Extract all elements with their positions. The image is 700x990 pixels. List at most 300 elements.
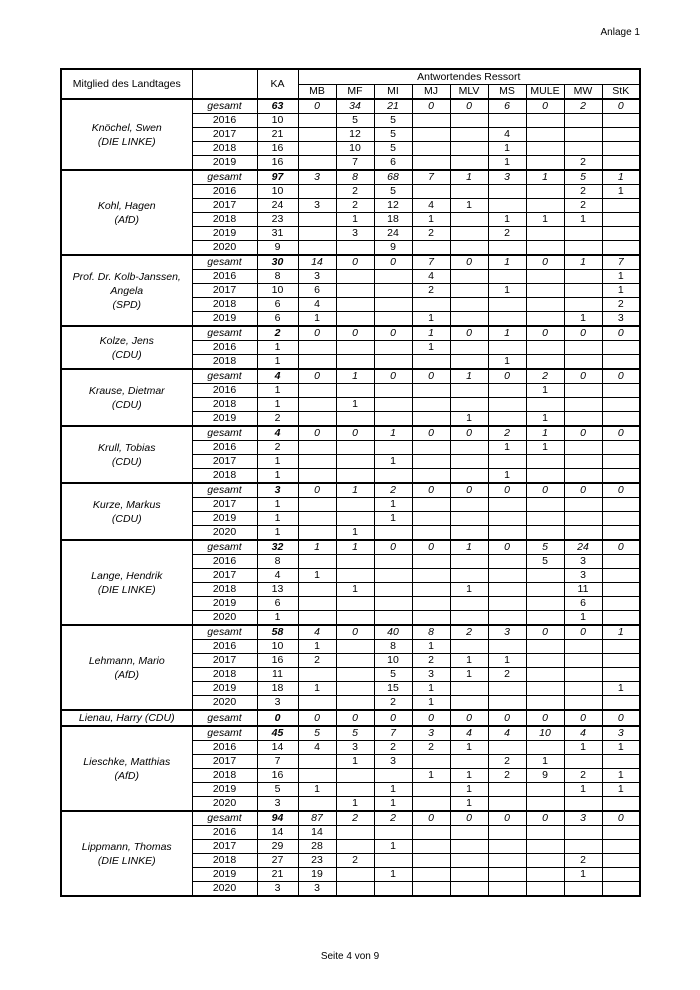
ressort-cell-stk <box>602 640 640 654</box>
ressort-cell-mw <box>564 227 602 241</box>
ressort-cell-ms <box>488 696 526 711</box>
ressort-cell-ms <box>488 555 526 569</box>
ressort-cell-mj: 4 <box>412 270 450 284</box>
ressort-cell-stk <box>602 512 640 526</box>
ka-cell: 1 <box>257 469 298 484</box>
ressort-cell-mj: 1 <box>412 326 450 341</box>
ressort-cell-stk: 0 <box>602 326 640 341</box>
ressort-cell-mf: 1 <box>336 398 374 412</box>
ressort-cell-stk <box>602 868 640 882</box>
ressort-cell-mi: 18 <box>374 213 412 227</box>
ressort-cell-mb <box>298 398 336 412</box>
ressort-cell-mf: 1 <box>336 755 374 769</box>
ressort-cell-mb <box>298 668 336 682</box>
ressort-cell-mule <box>526 341 564 355</box>
ressort-cell-mule <box>526 398 564 412</box>
member-name: Kurze, Markus (CDU) <box>61 483 192 540</box>
ressort-cell-ms <box>488 882 526 897</box>
ressort-cell-mlv <box>450 555 488 569</box>
ressort-cell-mf <box>336 654 374 668</box>
ressort-cell-mj <box>412 398 450 412</box>
ressort-cell-ms <box>488 412 526 427</box>
ressort-cell-mi <box>374 469 412 484</box>
ka-cell: 3 <box>257 882 298 897</box>
ressort-cell-ms <box>488 270 526 284</box>
ressort-cell-mlv: 1 <box>450 540 488 555</box>
ka-cell: 58 <box>257 625 298 640</box>
ressort-cell-mi: 12 <box>374 199 412 213</box>
ka-cell: 27 <box>257 854 298 868</box>
ressort-cell-mw <box>564 512 602 526</box>
ressort-cell-mf: 34 <box>336 99 374 114</box>
ressort-cell-stk: 1 <box>602 625 640 640</box>
ka-cell: 8 <box>257 270 298 284</box>
ressort-cell-ms: 3 <box>488 170 526 185</box>
ressort-cell-mule: 0 <box>526 326 564 341</box>
ka-cell: 18 <box>257 682 298 696</box>
ressort-cell-mj: 0 <box>412 811 450 826</box>
ressort-cell-mi: 5 <box>374 668 412 682</box>
ressort-cell-mule <box>526 298 564 312</box>
ressort-cell-mw: 11 <box>564 583 602 597</box>
ka-cell: 30 <box>257 255 298 270</box>
ressort-cell-mlv: 1 <box>450 170 488 185</box>
ka-cell: 8 <box>257 555 298 569</box>
year-cell: 2017 <box>192 840 257 854</box>
ressort-cell-stk <box>602 668 640 682</box>
header-ressort-mw: MW <box>564 85 602 100</box>
ressort-cell-mw: 0 <box>564 483 602 498</box>
ressort-cell-mb: 0 <box>298 369 336 384</box>
ka-cell: 2 <box>257 441 298 455</box>
ressort-cell-ms <box>488 241 526 256</box>
ressort-cell-stk: 0 <box>602 99 640 114</box>
ressort-cell-mi <box>374 597 412 611</box>
ressort-cell-mw <box>564 797 602 812</box>
year-cell: 2018 <box>192 398 257 412</box>
ressort-cell-mule: 1 <box>526 426 564 441</box>
ressort-cell-mlv <box>450 156 488 171</box>
ressort-cell-mi <box>374 341 412 355</box>
ressort-cell-mule <box>526 114 564 128</box>
year-cell: 2016 <box>192 441 257 455</box>
ressort-cell-mj: 1 <box>412 769 450 783</box>
ressort-cell-mw <box>564 412 602 427</box>
ressort-cell-mlv <box>450 341 488 355</box>
ressort-cell-mi <box>374 882 412 897</box>
ressort-cell-mj <box>412 840 450 854</box>
year-cell: 2018 <box>192 355 257 370</box>
ressort-cell-mb: 0 <box>298 483 336 498</box>
ressort-cell-mb <box>298 156 336 171</box>
total-row <box>61 99 640 114</box>
year-cell: 2019 <box>192 227 257 241</box>
ressort-cell-mule <box>526 696 564 711</box>
ka-cell: 16 <box>257 142 298 156</box>
ressort-cell-mj <box>412 854 450 868</box>
total-row <box>61 710 640 726</box>
annex-label: Anlage 1 <box>600 27 640 38</box>
ressort-cell-mlv <box>450 441 488 455</box>
ressort-cell-mi: 1 <box>374 868 412 882</box>
header-year <box>192 69 257 99</box>
ressort-cell-mw: 6 <box>564 597 602 611</box>
ressort-cell-mj: 0 <box>412 483 450 498</box>
year-cell: gesamt <box>192 710 257 726</box>
ressort-cell-mule <box>526 654 564 668</box>
ressort-cell-stk <box>602 840 640 854</box>
ressort-cell-mi: 21 <box>374 99 412 114</box>
year-cell: 2016 <box>192 826 257 840</box>
ressort-cell-mi <box>374 270 412 284</box>
ressort-cell-ms <box>488 185 526 199</box>
ressort-cell-mj: 7 <box>412 170 450 185</box>
ressort-cell-stk <box>602 498 640 512</box>
ressort-cell-mj <box>412 783 450 797</box>
ressort-cell-ms: 1 <box>488 441 526 455</box>
ressort-cell-stk: 1 <box>602 769 640 783</box>
ressort-cell-mi: 1 <box>374 426 412 441</box>
ressort-cell-mule: 0 <box>526 811 564 826</box>
ressort-cell-mi: 2 <box>374 741 412 755</box>
ressort-cell-mb: 1 <box>298 682 336 696</box>
ressort-cell-mj <box>412 826 450 840</box>
ressort-cell-mlv <box>450 384 488 398</box>
year-cell: 2017 <box>192 128 257 142</box>
ka-cell: 1 <box>257 355 298 370</box>
ressort-cell-stk <box>602 611 640 626</box>
ka-cell: 31 <box>257 227 298 241</box>
ka-cell: 5 <box>257 783 298 797</box>
ressort-cell-mw: 3 <box>564 811 602 826</box>
inquiries-table <box>60 68 641 897</box>
header-ressort-mlv: MLV <box>450 85 488 100</box>
ressort-cell-mw <box>564 469 602 484</box>
ressort-cell-ms: 2 <box>488 769 526 783</box>
ressort-cell-mule <box>526 284 564 298</box>
ressort-cell-mule: 10 <box>526 726 564 741</box>
ressort-cell-mi <box>374 569 412 583</box>
ressort-cell-mb <box>298 213 336 227</box>
member-name: Knöchel, Swen (DIE LINKE) <box>61 99 192 170</box>
ressort-cell-mi: 40 <box>374 625 412 640</box>
ressort-cell-mlv <box>450 398 488 412</box>
ressort-cell-mlv <box>450 213 488 227</box>
ressort-cell-stk <box>602 412 640 427</box>
ressort-cell-mule <box>526 241 564 256</box>
year-cell: gesamt <box>192 483 257 498</box>
ressort-cell-ms: 0 <box>488 540 526 555</box>
ressort-cell-stk <box>602 114 640 128</box>
ressort-cell-mj: 0 <box>412 99 450 114</box>
ressort-cell-mi <box>374 854 412 868</box>
ressort-cell-stk: 1 <box>602 783 640 797</box>
ressort-cell-mb <box>298 512 336 526</box>
ressort-cell-stk <box>602 854 640 868</box>
ressort-cell-mj <box>412 355 450 370</box>
ressort-cell-mi: 1 <box>374 498 412 512</box>
ka-cell: 1 <box>257 512 298 526</box>
ka-cell: 16 <box>257 156 298 171</box>
header-ka: KA <box>257 69 298 99</box>
ressort-cell-mb: 0 <box>298 99 336 114</box>
year-cell: 2018 <box>192 142 257 156</box>
ressort-cell-mf <box>336 312 374 327</box>
year-cell: 2019 <box>192 156 257 171</box>
ressort-cell-mj <box>412 569 450 583</box>
ressort-cell-mj: 2 <box>412 227 450 241</box>
header-member: Mitglied des Landtages <box>61 69 192 99</box>
year-cell: gesamt <box>192 426 257 441</box>
ka-cell: 4 <box>257 426 298 441</box>
ressort-cell-mule <box>526 199 564 213</box>
ressort-cell-mf <box>336 241 374 256</box>
member-name: Lienau, Harry (CDU) <box>61 710 192 726</box>
member-name: Lange, Hendrik (DIE LINKE) <box>61 540 192 625</box>
ressort-cell-ms <box>488 569 526 583</box>
ressort-cell-mi <box>374 298 412 312</box>
ka-cell: 3 <box>257 797 298 812</box>
ressort-cell-mb <box>298 384 336 398</box>
ressort-cell-mw <box>564 455 602 469</box>
ressort-cell-mw: 1 <box>564 868 602 882</box>
ressort-cell-mw <box>564 682 602 696</box>
ressort-cell-stk: 1 <box>602 185 640 199</box>
ressort-cell-mj: 2 <box>412 654 450 668</box>
ressort-cell-mb: 3 <box>298 882 336 897</box>
ressort-cell-mf: 10 <box>336 142 374 156</box>
ressort-cell-mf <box>336 840 374 854</box>
page-number: Seite 4 von 9 <box>320 951 380 962</box>
ressort-cell-mf: 2 <box>336 199 374 213</box>
ressort-cell-stk: 1 <box>602 170 640 185</box>
ressort-cell-mj: 1 <box>412 682 450 696</box>
ressort-cell-mi: 1 <box>374 455 412 469</box>
ressort-cell-ms <box>488 597 526 611</box>
year-cell: gesamt <box>192 326 257 341</box>
ressort-cell-mj: 4 <box>412 199 450 213</box>
ressort-cell-stk <box>602 142 640 156</box>
ressort-cell-mf: 12 <box>336 128 374 142</box>
ressort-cell-mlv <box>450 611 488 626</box>
member-name: Kohl, Hagen (AfD) <box>61 170 192 255</box>
ressort-cell-mi <box>374 583 412 597</box>
ressort-cell-mi: 0 <box>374 710 412 726</box>
ressort-cell-mlv <box>450 826 488 840</box>
ressort-cell-ms: 2 <box>488 426 526 441</box>
ressort-cell-mj <box>412 882 450 897</box>
ressort-cell-mb <box>298 469 336 484</box>
ressort-cell-stk <box>602 441 640 455</box>
member-name: Lehmann, Mario (AfD) <box>61 625 192 710</box>
ressort-cell-mb <box>298 526 336 541</box>
ressort-cell-stk <box>602 526 640 541</box>
ressort-cell-mlv <box>450 640 488 654</box>
ressort-cell-stk <box>602 882 640 897</box>
ressort-cell-mf <box>336 668 374 682</box>
ressort-cell-mw: 5 <box>564 170 602 185</box>
ressort-cell-mj <box>412 469 450 484</box>
ressort-cell-mlv <box>450 455 488 469</box>
ressort-cell-stk <box>602 826 640 840</box>
ressort-cell-mw: 0 <box>564 326 602 341</box>
year-cell: 2016 <box>192 640 257 654</box>
ressort-cell-mlv: 0 <box>450 99 488 114</box>
ressort-cell-mule: 1 <box>526 441 564 455</box>
ressort-cell-mf: 5 <box>336 726 374 741</box>
header-ressort-mj: MJ <box>412 85 450 100</box>
ressort-cell-mf: 0 <box>336 255 374 270</box>
ressort-cell-mule: 0 <box>526 255 564 270</box>
ressort-cell-stk <box>602 128 640 142</box>
ressort-cell-mlv <box>450 696 488 711</box>
ressort-cell-mb: 3 <box>298 270 336 284</box>
ressort-cell-mule <box>526 611 564 626</box>
ressort-cell-mb: 28 <box>298 840 336 854</box>
ressort-cell-mj <box>412 114 450 128</box>
ka-cell: 29 <box>257 840 298 854</box>
ressort-cell-ms: 1 <box>488 284 526 298</box>
year-cell: gesamt <box>192 170 257 185</box>
ka-cell: 63 <box>257 99 298 114</box>
ressort-cell-ms <box>488 797 526 812</box>
ressort-cell-mf: 0 <box>336 426 374 441</box>
year-cell: 2019 <box>192 512 257 526</box>
ressort-cell-mule <box>526 156 564 171</box>
total-row <box>61 369 640 384</box>
ressort-cell-mw <box>564 696 602 711</box>
ressort-cell-mf: 1 <box>336 369 374 384</box>
ressort-cell-ms <box>488 384 526 398</box>
ressort-cell-ms: 1 <box>488 326 526 341</box>
member-name: Krull, Tobias (CDU) <box>61 426 192 483</box>
ressort-cell-mj: 1 <box>412 341 450 355</box>
ressort-cell-mlv: 0 <box>450 710 488 726</box>
ressort-cell-mlv: 1 <box>450 797 488 812</box>
ressort-cell-mi <box>374 826 412 840</box>
total-row <box>61 483 640 498</box>
ressort-cell-mi: 1 <box>374 840 412 854</box>
year-cell: 2017 <box>192 455 257 469</box>
ressort-cell-mw: 0 <box>564 426 602 441</box>
ressort-cell-mj <box>412 555 450 569</box>
ressort-cell-mf <box>336 355 374 370</box>
ressort-cell-mlv <box>450 298 488 312</box>
ressort-cell-mw: 1 <box>564 213 602 227</box>
ka-cell: 10 <box>257 114 298 128</box>
ressort-cell-mj <box>412 384 450 398</box>
ressort-cell-mf <box>336 882 374 897</box>
ressort-cell-mlv: 1 <box>450 668 488 682</box>
total-row <box>61 625 640 640</box>
ressort-cell-mule <box>526 826 564 840</box>
ressort-cell-ms: 0 <box>488 369 526 384</box>
ressort-cell-mw: 0 <box>564 369 602 384</box>
year-cell: 2018 <box>192 769 257 783</box>
ressort-cell-mi: 5 <box>374 142 412 156</box>
header-ressort-mb: MB <box>298 85 336 100</box>
ressort-cell-mj <box>412 156 450 171</box>
ressort-cell-ms: 2 <box>488 668 526 682</box>
ressort-cell-mf: 2 <box>336 811 374 826</box>
ressort-cell-mlv: 0 <box>450 326 488 341</box>
ressort-cell-mlv: 0 <box>450 811 488 826</box>
ressort-cell-ms <box>488 298 526 312</box>
ressort-cell-mule <box>526 312 564 327</box>
ka-cell: 1 <box>257 398 298 412</box>
ressort-cell-mule <box>526 142 564 156</box>
ressort-cell-mw: 0 <box>564 710 602 726</box>
ressort-cell-mule: 5 <box>526 540 564 555</box>
ressort-cell-mule: 1 <box>526 170 564 185</box>
ressort-cell-mule: 1 <box>526 213 564 227</box>
ressort-cell-mf: 1 <box>336 797 374 812</box>
ressort-cell-mj: 1 <box>412 312 450 327</box>
ressort-cell-mj: 3 <box>412 726 450 741</box>
ressort-cell-ms <box>488 868 526 882</box>
ressort-cell-mf: 1 <box>336 483 374 498</box>
ka-cell: 97 <box>257 170 298 185</box>
ressort-cell-mf <box>336 769 374 783</box>
year-cell: 2019 <box>192 783 257 797</box>
ressort-cell-ms: 2 <box>488 227 526 241</box>
ressort-cell-mule: 5 <box>526 555 564 569</box>
ressort-cell-mw: 3 <box>564 555 602 569</box>
ressort-cell-mlv <box>450 142 488 156</box>
ressort-cell-mb <box>298 769 336 783</box>
year-cell: 2020 <box>192 882 257 897</box>
ressort-cell-mj: 2 <box>412 284 450 298</box>
ressort-cell-stk <box>602 341 640 355</box>
ressort-cell-mlv <box>450 512 488 526</box>
year-cell: 2019 <box>192 868 257 882</box>
ka-cell: 1 <box>257 526 298 541</box>
ka-cell: 23 <box>257 213 298 227</box>
ka-cell: 1 <box>257 498 298 512</box>
year-cell: 2017 <box>192 199 257 213</box>
header-ressort-mule: MULE <box>526 85 564 100</box>
ressort-cell-mw <box>564 398 602 412</box>
ressort-cell-mb <box>298 583 336 597</box>
ressort-cell-stk: 3 <box>602 726 640 741</box>
ressort-cell-ms: 1 <box>488 142 526 156</box>
ressort-cell-mb: 1 <box>298 312 336 327</box>
ressort-cell-mf: 0 <box>336 326 374 341</box>
ka-cell: 7 <box>257 755 298 769</box>
ressort-cell-mi <box>374 769 412 783</box>
ressort-cell-mf: 2 <box>336 185 374 199</box>
ressort-cell-mi <box>374 441 412 455</box>
ressort-cell-ms: 1 <box>488 355 526 370</box>
ressort-cell-mf: 1 <box>336 213 374 227</box>
ressort-cell-mb: 14 <box>298 255 336 270</box>
ressort-cell-mw <box>564 341 602 355</box>
ressort-cell-mlv: 1 <box>450 199 488 213</box>
ressort-cell-mi <box>374 355 412 370</box>
ressort-cell-mb: 1 <box>298 783 336 797</box>
ressort-cell-mb <box>298 455 336 469</box>
ka-cell: 4 <box>257 569 298 583</box>
year-cell: gesamt <box>192 540 257 555</box>
ressort-cell-mf: 0 <box>336 625 374 640</box>
ressort-cell-mb: 1 <box>298 569 336 583</box>
ressort-cell-mule <box>526 498 564 512</box>
ressort-cell-mi: 0 <box>374 540 412 555</box>
ressort-cell-mule <box>526 583 564 597</box>
ressort-cell-mi: 7 <box>374 726 412 741</box>
ka-cell: 45 <box>257 726 298 741</box>
year-cell: 2017 <box>192 498 257 512</box>
